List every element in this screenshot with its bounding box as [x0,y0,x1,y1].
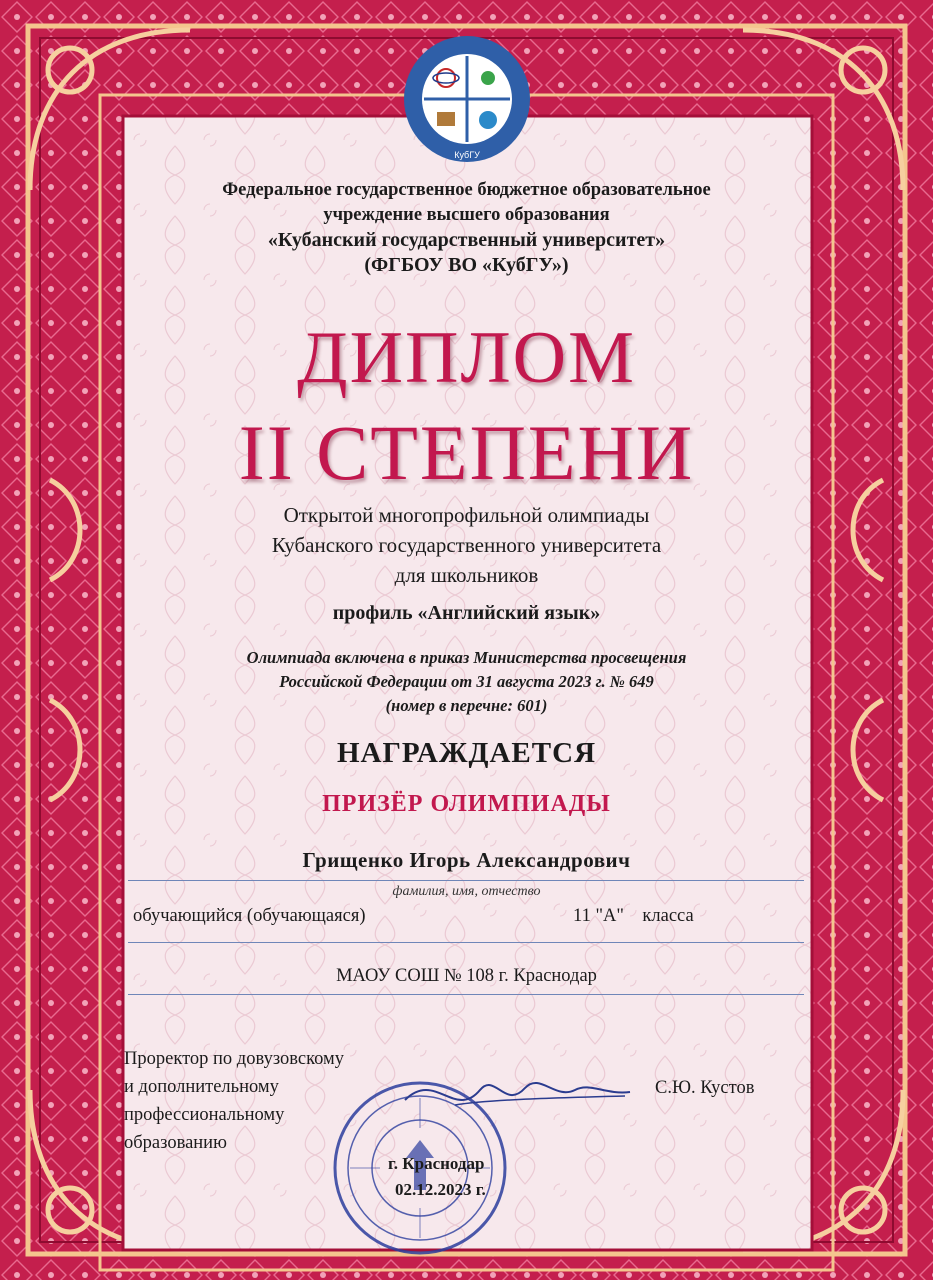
olympiad-line-1: Открытой многопрофильной олимпиады [283,503,650,527]
org-line-2: учреждение высшего образования [323,205,610,225]
name-underline [128,880,804,881]
olympiad-block [0,500,933,590]
position-line-1: Проректор по довузовскому [124,1049,345,1069]
grade-value: 11 "А" класса [573,906,694,926]
order-line-3: (номер в перечне: 601) [385,696,548,715]
organization-block [0,178,933,278]
org-line-3: «Кубанский государственный университет» [267,229,666,251]
diploma-degree: II СТЕПЕНИ [238,409,695,496]
olympiad-profile: профиль «Английский язык» [332,602,601,624]
issue-date: 02.12.2023 г. [395,1180,486,1199]
position-line-4: образованию [124,1133,227,1153]
olympiad-logo [402,34,532,164]
olympiad-line-2: Кубанского государственного университета [271,533,662,557]
position-line-2: и дополнительному [124,1077,279,1097]
school-underline [128,994,804,995]
order-block [0,646,933,718]
award-status: ПРИЗЁР ОЛИМПИАДЫ [322,791,611,817]
student-label: обучающийся (обучающаяся) [133,906,366,926]
awarded-heading: НАГРАЖДАЕТСЯ [336,737,597,769]
signer-position [124,1045,344,1157]
issue-place: г. Краснодар [388,1154,485,1173]
org-line-1: Федеральное государственное бюджетное образовательное [222,180,711,200]
name-caption: фамилия, имя, отчество [392,884,541,899]
order-line-1: Олимпиада включена в приказ Министерства просвещения [246,648,687,667]
school-name: МАОУ СОШ № 108 г. Краснодар [336,966,597,986]
position-line-3: профессиональному [124,1105,285,1125]
grade-underline [128,942,804,943]
signer-name: С.Ю. Кустов [655,1078,755,1098]
handwritten-signature [395,1060,635,1130]
recipient-name: Грищенко Игорь Александрович [302,848,631,872]
org-line-4: (ФГБОУ ВО «КубГУ») [364,254,569,276]
order-line-2: Российской Федерации от 31 августа 2023 г. № 649 [279,672,654,691]
olympiad-line-3: для школьников [394,563,539,587]
diploma-title: ДИПЛОМ [297,317,636,399]
logo-bottom-text: КубГУ [454,150,480,160]
